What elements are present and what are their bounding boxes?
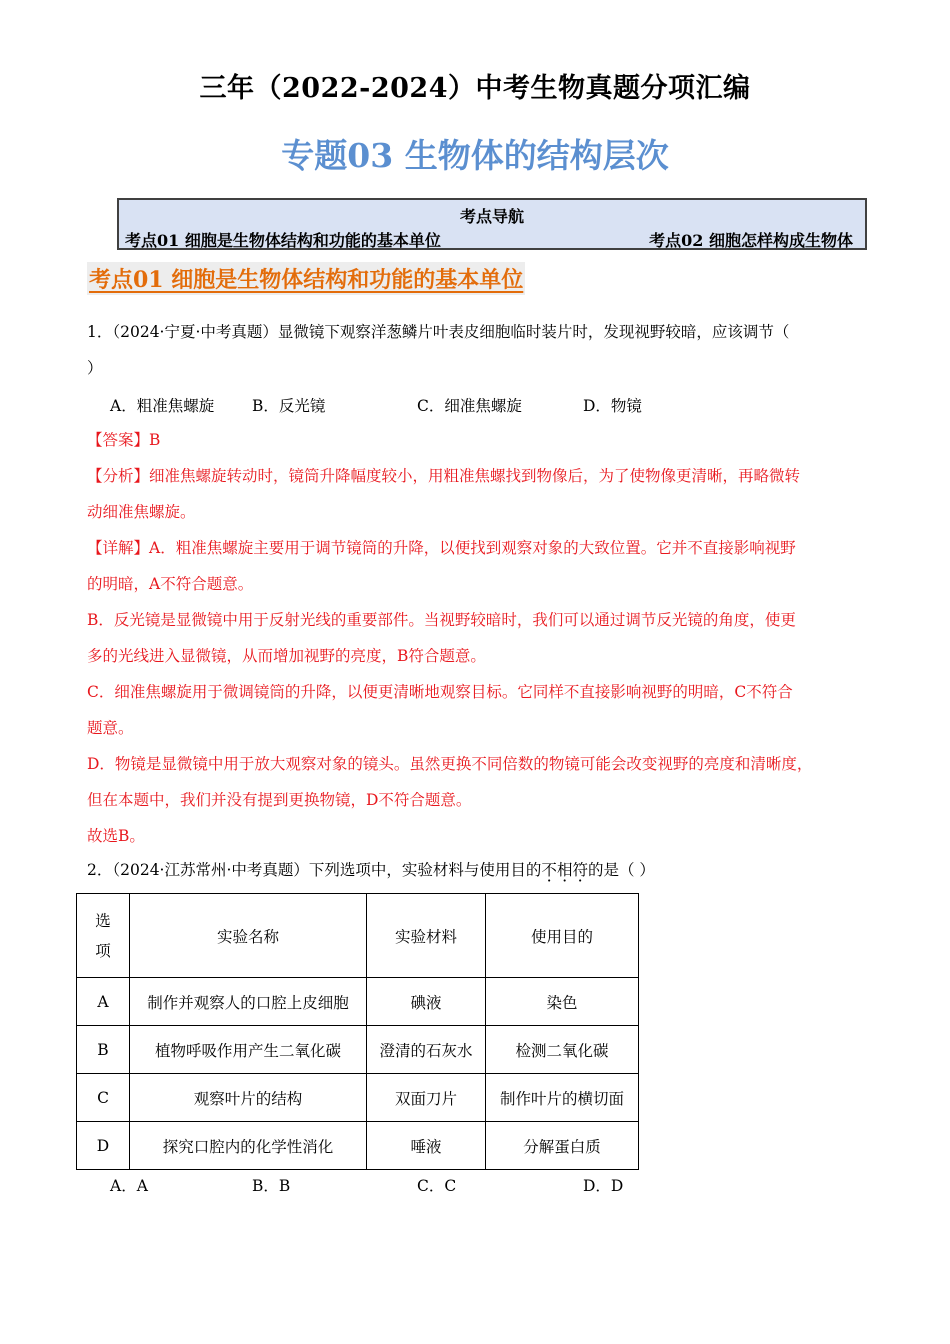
analysis-text: 细准焦螺旋转动时，镜筒升降幅度较小，用粗准焦螺找到物像后，为了使物像更清晰，再略微转 [149,467,801,485]
table-cell: 染色 [486,978,639,1026]
q1-option-a: A．粗准焦螺旋 [110,397,215,415]
q1-stem-line2: ） [87,359,103,377]
emphasis-char: 相 [556,861,573,879]
emphasis-char: 符 [572,861,588,879]
q1-option-d: D．物镜 [583,397,642,415]
q1-conclusion: 故选B。 [87,827,145,845]
nav-item-topic-2[interactable]: 考点02 细胞怎样构成生物体 [649,231,853,250]
table-row [77,1026,639,1074]
table-cell: 探究口腔内的化学性消化 [130,1122,367,1170]
header-experiment-material: 实验材料 [367,894,486,978]
table-header-row [77,894,639,978]
table-cell: 澄清的石灰水 [367,1026,486,1074]
header-option-char: 选 [95,911,111,930]
q2-option-b: B．B [252,1177,291,1195]
q2-stem-suffix: 的是（ ） [587,861,655,879]
header-option [77,894,130,978]
section-heading-topic-1: 考点01 细胞是生物体结构和功能的基本单位 [87,262,525,295]
table-cell: A [77,978,130,1026]
q1-detail-d-line2: 但在本题中，我们并没有提到更换物镜，D不符合题意。 [87,791,472,809]
analysis-label: 【分析】 [87,467,150,485]
table-row [77,1074,639,1122]
q2-experiment-table [76,893,639,1170]
q1-detail-a-line1 [87,538,867,558]
q1-option-b: B．反光镜 [252,397,326,415]
table-cell: B [77,1026,130,1074]
nav-item-topic-1[interactable]: 考点01 细胞是生物体结构和功能的基本单位 [125,231,441,250]
table-cell: 制作并观察人的口腔上皮细胞 [130,978,367,1026]
navigation-box [117,198,867,250]
header-experiment-name: 实验名称 [130,894,367,978]
q1-analysis-line2: 动细准焦螺旋。 [87,503,196,521]
navigation-heading: 考点导航 [459,207,524,226]
table-cell: 制作叶片的横切面 [486,1074,639,1122]
q1-detail-d-line1: D．物镜是显微镜中用于放大观察对象的镜头。虽然更换不同倍数的物镜可能会改变视野的亮度和清晰度， [87,755,813,773]
topic-subtitle: 专题03 生物体的结构层次 [281,136,669,175]
table-cell: 检测二氧化碳 [486,1026,639,1074]
document-title: 三年（2022-2024）中考生物真题分项汇编 [199,73,751,104]
q1-detail-c-line1: C．细准焦螺旋用于微调镜筒的升降，以便更清晰地观察目标。它同样不直接影响视野的明暗，C不符合 [87,683,793,701]
header-purpose: 使用目的 [486,894,639,978]
q2-option-a: A．A [110,1177,148,1195]
q2-option-c: C．C [417,1177,457,1195]
emphasis-char: 不 [541,861,557,879]
detail-a-text: A．粗准焦螺旋主要用于调节镜筒的升降，以便找到观察对象的大致位置。它并不直接影响视野 [149,539,796,557]
q1-detail-c-line2: 题意。 [87,719,134,737]
q1-detail-a-line2: 的明暗，A不符合题意。 [87,575,254,593]
table-cell: 双面刀片 [367,1074,486,1122]
detail-label: 【详解】 [87,539,150,557]
table-cell: 分解蛋白质 [486,1122,639,1170]
q1-answer: 【答案】B [87,431,161,449]
q1-stem-line1: 1．（2024·宁夏·中考真题）显微镜下观察洋葱鳞片叶表皮细胞临时装片时，发现视野较暗，应该调节（ [87,323,790,341]
q1-detail-b-line1: B．反光镜是显微镜中用于反射光线的重要部件。当视野较暗时，我们可以通过调节反光镜的角度，使更 [87,611,796,629]
q1-option-c: C．细准焦螺旋 [417,397,522,415]
q1-detail-b-line2: 多的光线进入显微镜，从而增加视野的亮度，B符合题意。 [87,647,486,665]
table-cell: C [77,1074,130,1122]
q2-option-d: D．D [583,1177,624,1195]
q2-stem-prefix: 2．（2024·江苏常州·中考真题）下列选项中，实验材料与使用目的 [87,861,542,879]
table-cell: 植物呼吸作用产生二氧化碳 [130,1026,367,1074]
q2-stem [87,860,867,880]
table-cell: D [77,1122,130,1170]
table-row [77,1122,639,1170]
header-option-char: 项 [95,941,111,960]
table-cell: 碘液 [367,978,486,1026]
table-cell: 观察叶片的结构 [130,1074,367,1122]
q1-analysis-line1 [87,466,867,486]
table-cell: 唾液 [367,1122,486,1170]
table-row [77,978,639,1026]
